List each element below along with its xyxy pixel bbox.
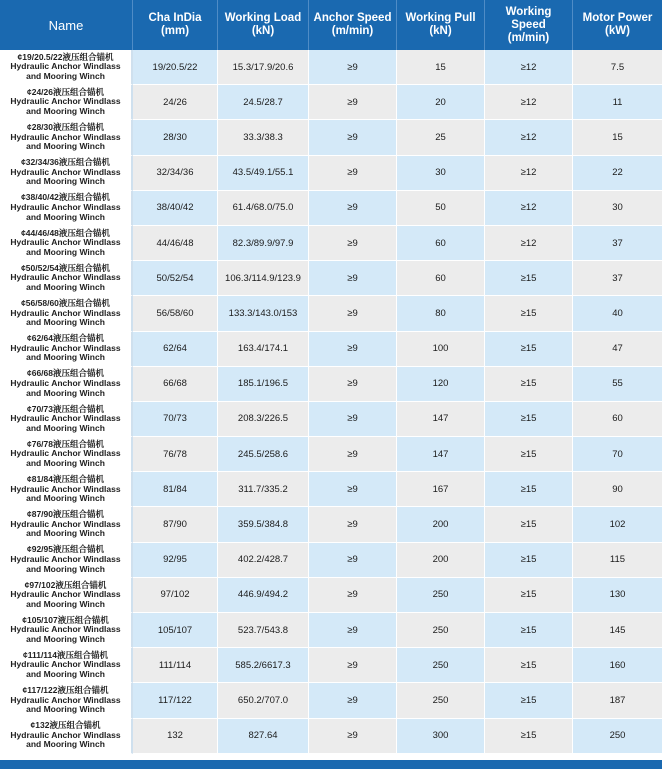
cell-motor-power: 145 — [573, 613, 662, 648]
cell-working-pull: 100 — [397, 332, 485, 367]
model-desc-line2: and Mooring Winch — [26, 317, 105, 328]
model-code: ¢38/40/42液压组合锚机 — [21, 192, 110, 203]
table-row — [0, 437, 662, 472]
cell-working-speed: ≥12 — [485, 226, 573, 261]
cell-motor-power: 70 — [573, 437, 662, 472]
header-working-load-unit: (kN) — [251, 25, 275, 37]
model-desc-line2: and Mooring Winch — [26, 422, 105, 433]
cell-working-load: 106.3/114.9/123.9 — [218, 261, 309, 296]
cell-working-load: 359.5/384.8 — [218, 507, 309, 542]
cell-motor-power: 130 — [573, 578, 662, 613]
cell-working-pull: 20 — [397, 85, 485, 120]
model-desc-line2: and Mooring Winch — [26, 246, 105, 257]
model-desc-line2: and Mooring Winch — [26, 282, 105, 293]
cell-chain-diameter: 70/73 — [133, 402, 218, 437]
cell-motor-power: 15 — [573, 120, 662, 155]
cell-working-speed: ≥15 — [485, 261, 573, 296]
cell-working-load: 33.3/38.3 — [218, 120, 309, 155]
cell-model-name — [0, 156, 133, 191]
model-desc-line1: Hydraulic Anchor Windlass — [10, 96, 121, 107]
bottom-bar — [0, 760, 662, 769]
cell-working-load: 82.3/89.9/97.9 — [218, 226, 309, 261]
cell-motor-power: 37 — [573, 261, 662, 296]
model-desc-line2: and Mooring Winch — [26, 457, 105, 468]
cell-working-pull: 60 — [397, 226, 485, 261]
cell-working-pull: 250 — [397, 648, 485, 683]
model-desc-line2: and Mooring Winch — [26, 633, 105, 644]
cell-chain-diameter: 66/68 — [133, 367, 218, 402]
model-code: ¢105/107液压组合锚机 — [22, 614, 109, 625]
table-row — [0, 296, 662, 331]
cell-motor-power: 90 — [573, 472, 662, 507]
cell-working-speed: ≥15 — [485, 613, 573, 648]
cell-working-load: 311.7/335.2 — [218, 472, 309, 507]
header-working-pull-label: Working Pull — [405, 12, 476, 24]
cell-working-speed: ≥15 — [485, 472, 573, 507]
cell-model-name — [0, 719, 133, 754]
table-row — [0, 648, 662, 683]
header-motor-power-label: Motor Power — [582, 12, 653, 24]
cell-working-speed: ≥12 — [485, 85, 573, 120]
cell-working-pull: 80 — [397, 296, 485, 331]
cell-model-name — [0, 507, 133, 542]
model-desc-line1: Hydraulic Anchor Windlass — [10, 166, 121, 177]
model-desc-line1: Hydraulic Anchor Windlass — [10, 237, 121, 248]
cell-chain-diameter: 38/40/42 — [133, 191, 218, 226]
cell-working-pull: 200 — [397, 507, 485, 542]
model-desc-line1: Hydraulic Anchor Windlass — [10, 659, 121, 670]
cell-anchor-speed: ≥9 — [309, 156, 397, 191]
cell-model-name — [0, 367, 133, 402]
cell-working-speed: ≥15 — [485, 648, 573, 683]
cell-chain-diameter: 44/46/48 — [133, 226, 218, 261]
cell-model-name — [0, 648, 133, 683]
cell-anchor-speed: ≥9 — [309, 332, 397, 367]
model-code: ¢97/102液压组合锚机 — [24, 579, 107, 590]
cell-working-speed: ≥12 — [485, 191, 573, 226]
cell-chain-diameter: 24/26 — [133, 85, 218, 120]
cell-motor-power: 55 — [573, 367, 662, 402]
cell-model-name — [0, 683, 133, 718]
cell-chain-diameter: 117/122 — [133, 683, 218, 718]
cell-working-load: 15.3/17.9/20.6 — [218, 50, 309, 85]
cell-model-name — [0, 226, 133, 261]
cell-motor-power: 7.5 — [573, 50, 662, 85]
cell-model-name — [0, 472, 133, 507]
cell-chain-diameter: 32/34/36 — [133, 156, 218, 191]
cell-chain-diameter: 105/107 — [133, 613, 218, 648]
model-code: ¢19/20.5/22液压组合锚机 — [17, 51, 114, 62]
model-desc-line2: and Mooring Winch — [26, 387, 105, 398]
header-anchor-speed-unit: (m/min) — [331, 25, 374, 37]
cell-anchor-speed: ≥9 — [309, 719, 397, 754]
model-desc-line1: Hydraulic Anchor Windlass — [10, 272, 121, 283]
table-row — [0, 719, 662, 754]
cell-anchor-speed: ≥9 — [309, 683, 397, 718]
cell-working-load: 163.4/174.1 — [218, 332, 309, 367]
cell-working-pull: 30 — [397, 156, 485, 191]
cell-working-load: 650.2/707.0 — [218, 683, 309, 718]
cell-motor-power: 250 — [573, 719, 662, 754]
model-desc-line2: and Mooring Winch — [26, 211, 105, 222]
cell-chain-diameter: 87/90 — [133, 507, 218, 542]
model-code: ¢44/46/48液压组合锚机 — [21, 227, 110, 238]
cell-chain-diameter: 132 — [133, 719, 218, 754]
model-desc-line2: and Mooring Winch — [26, 563, 105, 574]
cell-chain-diameter: 62/64 — [133, 332, 218, 367]
table-row — [0, 50, 662, 85]
cell-working-load: 43.5/49.1/55.1 — [218, 156, 309, 191]
cell-working-pull: 167 — [397, 472, 485, 507]
cell-chain-diameter: 81/84 — [133, 472, 218, 507]
cell-motor-power: 115 — [573, 543, 662, 578]
table-row — [0, 332, 662, 367]
header-chain-diameter — [133, 0, 218, 50]
cell-working-pull: 300 — [397, 719, 485, 754]
model-desc-line1: Hydraulic Anchor Windlass — [10, 342, 121, 353]
cell-working-load: 24.5/28.7 — [218, 85, 309, 120]
table-row — [0, 156, 662, 191]
cell-working-speed: ≥15 — [485, 367, 573, 402]
cell-working-load: 402.2/428.7 — [218, 543, 309, 578]
cell-model-name — [0, 332, 133, 367]
model-desc-line1: Hydraulic Anchor Windlass — [10, 307, 121, 318]
cell-working-speed: ≥15 — [485, 402, 573, 437]
table-row — [0, 507, 662, 542]
table-row — [0, 261, 662, 296]
cell-working-speed: ≥12 — [485, 120, 573, 155]
model-desc-line2: and Mooring Winch — [26, 704, 105, 715]
cell-working-speed: ≥15 — [485, 543, 573, 578]
cell-model-name — [0, 50, 133, 85]
model-code: ¢117/122液压组合锚机 — [22, 685, 109, 696]
model-code: ¢81/84液压组合锚机 — [27, 473, 104, 484]
header-anchor-speed — [309, 0, 397, 50]
header-motor-power-unit: (kW) — [605, 25, 630, 37]
cell-motor-power: 30 — [573, 191, 662, 226]
cell-working-speed: ≥15 — [485, 437, 573, 472]
cell-motor-power: 102 — [573, 507, 662, 542]
model-code: ¢87/90液压组合锚机 — [27, 509, 104, 520]
header-working-pull — [397, 0, 485, 50]
cell-motor-power: 160 — [573, 648, 662, 683]
cell-anchor-speed: ≥9 — [309, 578, 397, 613]
model-code: ¢111/114液压组合锚机 — [22, 649, 109, 660]
cell-chain-diameter: 19/20.5/22 — [133, 50, 218, 85]
header-motor-power — [573, 0, 662, 50]
model-code: ¢92/95液压组合锚机 — [27, 544, 104, 555]
model-desc-line2: and Mooring Winch — [26, 70, 105, 81]
cell-model-name — [0, 613, 133, 648]
cell-chain-diameter: 76/78 — [133, 437, 218, 472]
cell-anchor-speed: ≥9 — [309, 613, 397, 648]
table-row — [0, 226, 662, 261]
cell-model-name — [0, 402, 133, 437]
cell-model-name — [0, 543, 133, 578]
cell-anchor-speed: ≥9 — [309, 472, 397, 507]
table-row — [0, 120, 662, 155]
header-chain-diameter-label: Cha InDia — [148, 12, 202, 24]
model-desc-line2: and Mooring Winch — [26, 528, 105, 539]
cell-motor-power: 60 — [573, 402, 662, 437]
cell-anchor-speed: ≥9 — [309, 367, 397, 402]
cell-model-name — [0, 85, 133, 120]
cell-working-speed: ≥12 — [485, 156, 573, 191]
cell-working-pull: 15 — [397, 50, 485, 85]
cell-anchor-speed: ≥9 — [309, 296, 397, 331]
model-desc-line2: and Mooring Winch — [26, 106, 105, 117]
model-desc-line1: Hydraulic Anchor Windlass — [10, 589, 121, 600]
model-code: ¢50/52/54液压组合锚机 — [21, 262, 110, 273]
model-code: ¢66/68液压组合锚机 — [27, 368, 104, 379]
cell-motor-power: 40 — [573, 296, 662, 331]
cell-working-pull: 120 — [397, 367, 485, 402]
cell-anchor-speed: ≥9 — [309, 507, 397, 542]
header-chain-diameter-unit: (mm) — [160, 25, 190, 37]
table-body — [0, 50, 662, 754]
cell-working-load: 208.3/226.5 — [218, 402, 309, 437]
table-row — [0, 543, 662, 578]
model-desc-line2: and Mooring Winch — [26, 598, 105, 609]
cell-working-load: 245.5/258.6 — [218, 437, 309, 472]
model-desc-line1: Hydraulic Anchor Windlass — [10, 518, 121, 529]
header-working-speed — [485, 0, 573, 50]
cell-working-pull: 200 — [397, 543, 485, 578]
cell-anchor-speed: ≥9 — [309, 437, 397, 472]
cell-working-pull: 25 — [397, 120, 485, 155]
cell-working-speed: ≥12 — [485, 50, 573, 85]
cell-model-name — [0, 296, 133, 331]
cell-model-name — [0, 120, 133, 155]
header-working-pull-unit: (kN) — [429, 25, 452, 37]
model-code: ¢62/64液压组合锚机 — [27, 333, 104, 344]
cell-working-speed: ≥15 — [485, 296, 573, 331]
table-row — [0, 367, 662, 402]
cell-chain-diameter: 97/102 — [133, 578, 218, 613]
cell-motor-power: 22 — [573, 156, 662, 191]
table-row — [0, 402, 662, 437]
model-desc-line1: Hydraulic Anchor Windlass — [10, 483, 121, 494]
model-desc-line1: Hydraulic Anchor Windlass — [10, 624, 121, 635]
cell-working-speed: ≥15 — [485, 578, 573, 613]
cell-working-load: 446.9/494.2 — [218, 578, 309, 613]
cell-anchor-speed: ≥9 — [309, 50, 397, 85]
cell-working-speed: ≥15 — [485, 332, 573, 367]
cell-chain-diameter: 28/30 — [133, 120, 218, 155]
cell-working-pull: 250 — [397, 683, 485, 718]
table-row — [0, 683, 662, 718]
cell-working-pull: 250 — [397, 613, 485, 648]
cell-working-speed: ≥15 — [485, 719, 573, 754]
model-desc-line1: Hydraulic Anchor Windlass — [10, 413, 121, 424]
cell-anchor-speed: ≥9 — [309, 543, 397, 578]
model-desc-line1: Hydraulic Anchor Windlass — [10, 377, 121, 388]
cell-anchor-speed: ≥9 — [309, 402, 397, 437]
cell-working-pull: 60 — [397, 261, 485, 296]
cell-working-load: 523.7/543.8 — [218, 613, 309, 648]
cell-working-load: 61.4/68.0/75.0 — [218, 191, 309, 226]
cell-working-load: 185.1/196.5 — [218, 367, 309, 402]
cell-anchor-speed: ≥9 — [309, 120, 397, 155]
model-code: ¢70/73液压组合锚机 — [27, 403, 104, 414]
cell-working-speed: ≥15 — [485, 683, 573, 718]
cell-anchor-speed: ≥9 — [309, 226, 397, 261]
cell-anchor-speed: ≥9 — [309, 191, 397, 226]
cell-chain-diameter: 92/95 — [133, 543, 218, 578]
header-working-load-label: Working Load — [224, 12, 302, 24]
model-desc-line1: Hydraulic Anchor Windlass — [10, 729, 121, 740]
cell-working-pull: 147 — [397, 402, 485, 437]
model-code: ¢56/58/60液压组合锚机 — [21, 298, 110, 309]
cell-chain-diameter: 50/52/54 — [133, 261, 218, 296]
model-desc-line1: Hydraulic Anchor Windlass — [10, 553, 121, 564]
model-desc-line1: Hydraulic Anchor Windlass — [10, 131, 121, 142]
cell-model-name — [0, 437, 133, 472]
model-desc-line2: and Mooring Winch — [26, 669, 105, 680]
header-working-speed-label: Working Speed — [505, 5, 552, 31]
model-code: ¢32/34/36液压组合锚机 — [21, 157, 110, 168]
cell-anchor-speed: ≥9 — [309, 648, 397, 683]
model-desc-line2: and Mooring Winch — [26, 493, 105, 504]
model-desc-line2: and Mooring Winch — [26, 352, 105, 363]
table-row — [0, 85, 662, 120]
cell-working-speed: ≥15 — [485, 507, 573, 542]
model-desc-line2: and Mooring Winch — [26, 176, 105, 187]
header-working-load — [218, 0, 309, 50]
table-row — [0, 191, 662, 226]
header-working-speed-unit: (m/min) — [507, 31, 550, 44]
model-desc-line1: Hydraulic Anchor Windlass — [10, 448, 121, 459]
cell-working-load: 585.2/6617.3 — [218, 648, 309, 683]
cell-anchor-speed: ≥9 — [309, 261, 397, 296]
cell-working-pull: 147 — [397, 437, 485, 472]
model-code: ¢24/26液压组合锚机 — [27, 86, 104, 97]
table-header-row — [0, 0, 662, 50]
model-desc-line1: Hydraulic Anchor Windlass — [10, 61, 121, 72]
header-anchor-speed-label: Anchor Speed — [313, 12, 392, 24]
table-row — [0, 472, 662, 507]
table-row — [0, 613, 662, 648]
cell-model-name — [0, 578, 133, 613]
model-code: ¢76/78液压组合锚机 — [27, 438, 104, 449]
header-name: Name — [0, 0, 133, 50]
cell-motor-power: 11 — [573, 85, 662, 120]
model-desc-line1: Hydraulic Anchor Windlass — [10, 694, 121, 705]
model-desc-line2: and Mooring Winch — [26, 141, 105, 152]
model-code: ¢132液压组合锚机 — [30, 720, 101, 731]
cell-anchor-speed: ≥9 — [309, 85, 397, 120]
cell-working-pull: 50 — [397, 191, 485, 226]
cell-chain-diameter: 111/114 — [133, 648, 218, 683]
table-row — [0, 578, 662, 613]
cell-model-name — [0, 261, 133, 296]
cell-motor-power: 47 — [573, 332, 662, 367]
cell-chain-diameter: 56/58/60 — [133, 296, 218, 331]
model-code: ¢28/30液压组合锚机 — [27, 122, 104, 133]
cell-model-name — [0, 191, 133, 226]
cell-motor-power: 37 — [573, 226, 662, 261]
cell-motor-power: 187 — [573, 683, 662, 718]
cell-working-load: 133.3/143.0/153 — [218, 296, 309, 331]
cell-working-load: 827.64 — [218, 719, 309, 754]
model-desc-line2: and Mooring Winch — [26, 739, 105, 750]
model-desc-line1: Hydraulic Anchor Windlass — [10, 202, 121, 213]
cell-working-pull: 250 — [397, 578, 485, 613]
